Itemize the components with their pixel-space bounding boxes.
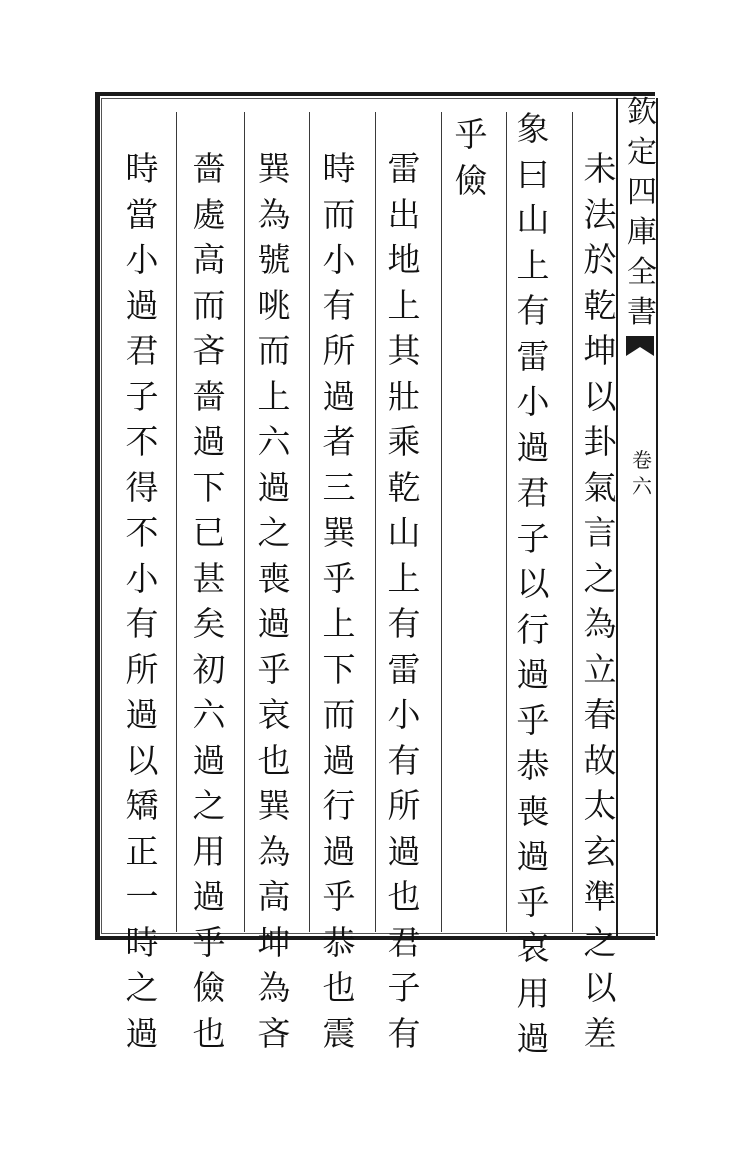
- text-char: 春: [583, 695, 617, 734]
- text-char: 象: [516, 109, 550, 148]
- text-char: 有: [387, 604, 421, 643]
- text-char: 立: [583, 649, 617, 689]
- text-char: 喪: [257, 558, 291, 598]
- text-column-4: [384, 0, 424, 1176]
- text-char: 言: [583, 513, 617, 552]
- text-char: 有: [125, 604, 159, 643]
- text-char: 子: [516, 518, 550, 558]
- text-char: 六: [632, 474, 652, 498]
- text-char: 行: [516, 609, 550, 649]
- text-char: 壯: [387, 376, 421, 416]
- text-char: 乎: [454, 115, 488, 154]
- text-char: 定: [627, 135, 657, 170]
- text-char: 之: [125, 968, 159, 1007]
- text-char: 過: [192, 877, 226, 916]
- text-char: 上: [257, 376, 291, 416]
- text-char: 之: [257, 513, 291, 552]
- text-char: 坤: [257, 922, 291, 962]
- text-char: 也: [322, 968, 356, 1007]
- text-char: 太: [583, 786, 617, 825]
- text-char: 過: [125, 285, 159, 325]
- text-char: 乎: [192, 922, 226, 962]
- text-char: 全: [627, 255, 657, 290]
- text-char: 子: [125, 376, 159, 416]
- text-char: 六: [257, 422, 291, 461]
- text-column-8: [122, 0, 162, 1176]
- text-char: 上: [387, 285, 421, 325]
- column-rule: [375, 112, 376, 932]
- text-char: 君: [387, 922, 421, 962]
- text-char: 時: [322, 149, 356, 188]
- text-char: 喪: [516, 791, 550, 831]
- text-char: 過: [192, 422, 226, 461]
- text-char: 欽: [627, 95, 657, 130]
- text-char: 過: [322, 740, 356, 780]
- text-char: 恭: [322, 922, 356, 962]
- text-column-3: [451, 0, 491, 1142]
- text-column-6: [254, 0, 294, 1176]
- text-char: 哀: [516, 928, 550, 967]
- text-char: 儉: [192, 968, 226, 1007]
- text-char: 高: [192, 240, 226, 279]
- text-char: 恭: [516, 746, 550, 785]
- text-char: 一: [125, 877, 159, 916]
- text-char: 過: [387, 831, 421, 871]
- text-char: 雷: [387, 649, 421, 689]
- text-char: 用: [192, 831, 226, 871]
- text-char: 有: [516, 291, 550, 330]
- text-char: 之: [583, 922, 617, 962]
- text-char: 上: [516, 245, 550, 285]
- text-char: 山: [387, 513, 421, 552]
- text-char: 不: [125, 513, 159, 552]
- text-char: 矣: [192, 604, 226, 643]
- text-column-2: [513, 0, 553, 1136]
- text-char: 時: [125, 149, 159, 188]
- text-char: 子: [387, 968, 421, 1007]
- text-char: 巽: [257, 786, 291, 825]
- text-char: 而: [322, 695, 356, 734]
- text-char: 咷: [257, 285, 291, 325]
- text-char: 有: [322, 285, 356, 325]
- text-char: 用: [516, 973, 550, 1013]
- column-rule: [309, 112, 310, 932]
- text-char: 小: [125, 240, 159, 279]
- text-char: 其: [387, 331, 421, 370]
- text-char: 震: [322, 1013, 356, 1053]
- text-char: 處: [192, 194, 226, 234]
- text-char: 吝: [257, 1013, 291, 1053]
- text-column-7: [189, 0, 229, 1176]
- text-char: 小: [322, 240, 356, 279]
- text-char: 為: [257, 194, 291, 234]
- text-char: 書: [627, 295, 657, 330]
- text-char: 四: [627, 175, 657, 210]
- text-char: 君: [125, 331, 159, 370]
- text-char: 巽: [257, 149, 291, 188]
- text-char: 行: [322, 786, 356, 825]
- text-char: 乾: [583, 285, 617, 325]
- text-char: 乎: [516, 700, 550, 740]
- column-rule: [176, 112, 177, 932]
- text-char: 未: [583, 149, 617, 188]
- text-char: 也: [387, 877, 421, 916]
- text-char: 有: [387, 740, 421, 780]
- text-char: 為: [257, 831, 291, 871]
- margin-volume-label: [630, 450, 654, 502]
- text-char: 庫: [627, 215, 657, 250]
- text-char: 以: [583, 376, 617, 416]
- text-char: 過: [516, 655, 550, 694]
- text-char: 卷: [632, 448, 652, 472]
- text-char: 雷: [387, 149, 421, 188]
- text-char: 而: [192, 285, 226, 325]
- text-char: 過: [322, 831, 356, 871]
- text-char: 氣: [583, 467, 617, 507]
- text-char: 也: [257, 740, 291, 780]
- text-char: 乎: [322, 558, 356, 598]
- column-rule: [244, 112, 245, 932]
- text-char: 號: [257, 240, 291, 279]
- text-char: 而: [322, 194, 356, 234]
- text-char: 卦: [583, 422, 617, 461]
- text-char: 之: [583, 558, 617, 598]
- text-char: 所: [125, 649, 159, 689]
- text-char: 者: [322, 422, 356, 461]
- text-char: 所: [387, 786, 421, 825]
- text-char: 為: [257, 968, 291, 1007]
- text-char: 過: [257, 604, 291, 643]
- text-char: 乾: [387, 467, 421, 507]
- text-char: 嗇: [192, 376, 226, 416]
- text-char: 時: [125, 922, 159, 962]
- text-char: 而: [257, 331, 291, 370]
- column-rule: [506, 112, 507, 932]
- text-char: 小: [516, 382, 550, 421]
- text-char: 過: [516, 1019, 550, 1058]
- text-char: 下: [322, 649, 356, 689]
- text-column-1: [580, 0, 620, 1176]
- text-char: 所: [322, 331, 356, 370]
- text-char: 玄: [583, 831, 617, 871]
- text-char: 上: [322, 604, 356, 643]
- text-char: 乎: [516, 882, 550, 922]
- text-char: 下: [192, 467, 226, 507]
- text-char: 出: [387, 194, 421, 234]
- text-char: 曰: [516, 154, 550, 194]
- text-char: 故: [583, 740, 617, 780]
- text-char: 已: [192, 513, 226, 552]
- text-char: 雷: [516, 336, 550, 376]
- text-char: 過: [516, 427, 550, 467]
- text-char: 甚: [192, 558, 226, 598]
- text-char: 當: [125, 194, 159, 234]
- text-char: 有: [387, 1013, 421, 1053]
- text-char: 以: [583, 968, 617, 1007]
- text-char: 過: [125, 1013, 159, 1053]
- text-char: 小: [387, 695, 421, 734]
- text-char: 高: [257, 877, 291, 916]
- text-column-5: [319, 0, 359, 1176]
- text-char: 地: [387, 240, 421, 279]
- text-char: 過: [516, 837, 550, 876]
- text-char: 矯: [125, 786, 159, 825]
- text-char: 得: [125, 467, 159, 507]
- text-char: 以: [516, 564, 550, 603]
- text-char: 乎: [322, 877, 356, 916]
- text-char: 嗇: [192, 149, 226, 188]
- text-char: 也: [192, 1013, 226, 1053]
- text-char: 君: [516, 473, 550, 512]
- text-char: 小: [125, 558, 159, 598]
- text-char: 三: [322, 467, 356, 507]
- column-rule: [572, 112, 573, 932]
- text-char: 差: [583, 1013, 617, 1053]
- text-char: 之: [192, 786, 226, 825]
- text-char: 過: [125, 695, 159, 734]
- text-char: 於: [583, 240, 617, 279]
- text-char: 乘: [387, 422, 421, 461]
- text-char: 上: [387, 558, 421, 598]
- text-char: 準: [583, 877, 617, 916]
- text-char: 初: [192, 649, 226, 689]
- text-char: 過: [257, 467, 291, 507]
- text-char: 法: [583, 194, 617, 234]
- text-char: 山: [516, 200, 550, 239]
- text-char: 以: [125, 740, 159, 780]
- text-char: 坤: [583, 331, 617, 370]
- text-char: 吝: [192, 331, 226, 370]
- column-rule: [441, 112, 442, 932]
- text-char: 不: [125, 422, 159, 461]
- text-char: 六: [192, 695, 226, 734]
- text-char: 過: [192, 740, 226, 780]
- text-char: 儉: [454, 160, 488, 200]
- margin-book-title: [622, 95, 662, 338]
- text-char: 哀: [257, 695, 291, 734]
- text-char: 為: [583, 604, 617, 643]
- text-char: 乎: [257, 649, 291, 689]
- text-char: 巽: [322, 513, 356, 552]
- text-char: 過: [322, 376, 356, 416]
- text-char: 正: [125, 831, 159, 871]
